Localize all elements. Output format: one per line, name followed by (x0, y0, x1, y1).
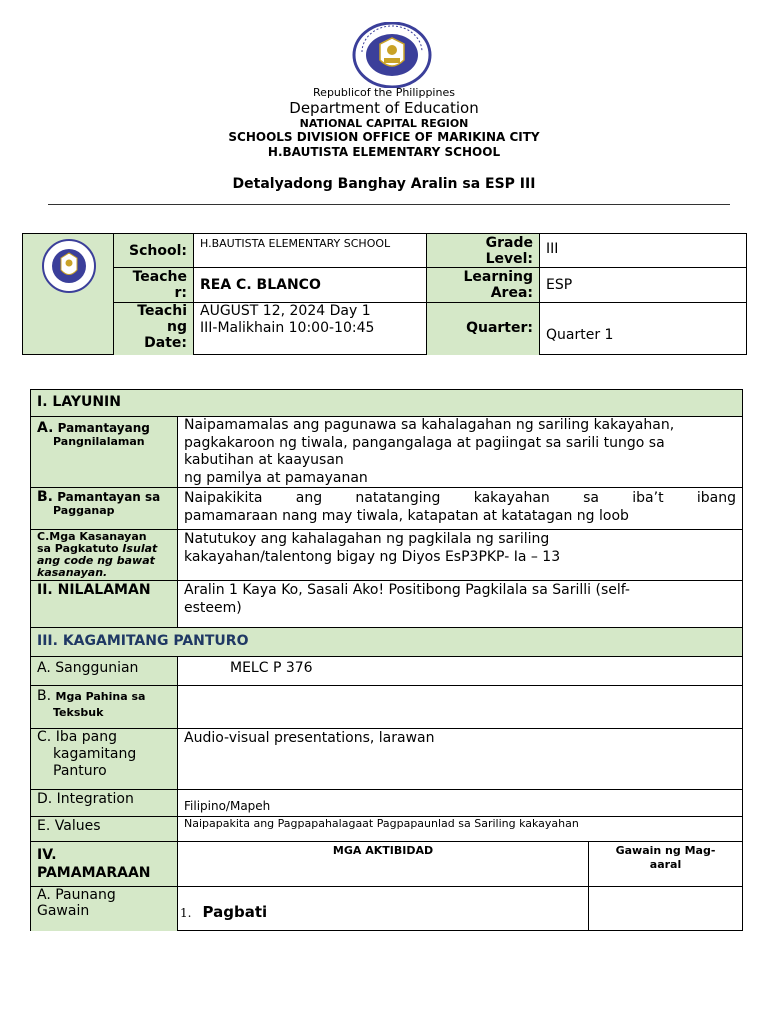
pahina-label-wrap (37, 687, 171, 706)
b-label-line2: Pagganap (53, 504, 115, 517)
date-label-line1: Teachi (137, 303, 187, 319)
document-title: Detalyadong Banghay Aralin sa ESP III (232, 176, 536, 192)
deped-seal-logo (352, 22, 432, 88)
pagbati-text: Pagbati (202, 903, 268, 921)
section-kagamitang-panturo: III. KAGAMITANG PANTURO (31, 628, 742, 657)
grade-level-label (427, 234, 540, 268)
mga-aktibidad-header: MGA AKTIBIDAD (178, 842, 589, 887)
integration-label: D. Integration (31, 790, 178, 817)
mga-pahina-value (178, 686, 742, 729)
republic-line: Republicof the Philippines (313, 86, 455, 99)
a-label-wrap (37, 421, 171, 435)
gawain-line1: Gawain ng Mag- (615, 844, 716, 857)
c-label-line1: C.Mga Kasanayan (37, 530, 147, 543)
teacher-label-line1: Teache (132, 269, 187, 285)
pamamaraan-line2: PAMAMARAAN (37, 865, 151, 881)
mga-kasanayan-text (178, 530, 742, 581)
iba-label-line2: kagamitang (53, 746, 137, 762)
a-label-line1: Pamantayang (57, 421, 150, 435)
info-table (22, 233, 747, 355)
logo-cell (23, 234, 114, 355)
b-label-line1: Pamantayan sa (57, 490, 161, 504)
school-label: School: (114, 234, 194, 268)
date-label-line3: Date: (144, 335, 187, 351)
nilalaman-text-line2: esteem) (184, 600, 242, 616)
teacher-label (114, 268, 194, 303)
b-text-line1: Naipakikita ang natatanging kakayahan sa iba’t ibang (184, 490, 736, 506)
iba-letter: C. (37, 729, 52, 745)
title-divider (48, 204, 730, 205)
integration-value: Filipino/Mapeh (178, 790, 742, 817)
teaching-date-label (114, 303, 194, 355)
paunang-line1: A. Paunang (37, 887, 116, 903)
iba-label-line3: Panturo (53, 763, 107, 779)
a-text-line1: Naipamamalas ang pagunawa sa kahalagahan ng sariling kakayahan, (184, 417, 675, 433)
iba-pang-kagamitang-label (31, 729, 178, 790)
b-label-wrap (37, 490, 171, 504)
a-text-line4: ng pamilya at pamayanan (184, 469, 368, 486)
pamantayang-pangnilalaman-label (31, 417, 178, 488)
a-text-line2: pagkakaroon ng tiwala, pangangalaga at pagiingat sa sarili tungo sa (184, 434, 665, 451)
quarter-value: Quarter 1 (546, 327, 614, 343)
learning-area-value: ESP (540, 268, 747, 303)
a-letter: A. (37, 420, 54, 436)
section-layunin: I. LAYUNIN (31, 390, 742, 417)
lesson-plan-table (30, 389, 743, 931)
division-name: SCHOOLS DIVISION OFFICE OF MARIKINA CITY (228, 130, 540, 144)
region-name: NATIONAL CAPITAL REGION (299, 117, 469, 130)
a-text-line3: kabutihan at kaayusan (184, 452, 344, 468)
values-value: Naipapakita ang Pagpapahalagaat Pagpapaunlad sa Sariling kakayahan (178, 817, 742, 842)
values-label: E. Values (31, 817, 178, 842)
iba-label-wrap (37, 729, 171, 746)
pahina-label-line2: Teksbuk (53, 706, 104, 719)
b-letter: B. (37, 489, 53, 505)
iba-pang-kagamitang-value: Audio-visual presentations, larawan (178, 729, 742, 790)
c-text-line1: Natutukoy ang kahalagahan ng pagkilala ng sariling (184, 531, 550, 547)
sanggunian-value: MELC P 376 (178, 657, 742, 686)
pagbati-number: 1. (180, 906, 192, 920)
pahina-letter: B. (37, 688, 52, 704)
teaching-date-value (194, 303, 427, 355)
grade-label-line2: Level: (485, 251, 533, 267)
section-nilalaman: II. NILALAMAN (31, 581, 178, 628)
teacher-label-line2: r: (174, 285, 187, 301)
school-name: H.BAUTISTA ELEMENTARY SCHOOL (267, 145, 501, 159)
quarter-label: Quarter: (427, 303, 540, 355)
area-label-line2: Area: (490, 285, 533, 301)
school-value: H.BAUTISTA ELEMENTARY SCHOOL (194, 234, 427, 268)
gawain-line2: aaral (649, 858, 682, 871)
paunang-line2: Gawain (37, 903, 90, 919)
pamantayang-pangnilalaman-text (178, 417, 742, 488)
learning-area-label (427, 268, 540, 303)
paunang-gawain-student (589, 887, 742, 931)
pahina-label-line1: Mga Pahina sa (55, 690, 146, 703)
mga-kasanayan-label (31, 530, 178, 581)
grade-label-line1: Grade (485, 235, 533, 251)
date-value-line1: AUGUST 12, 2024 Day 1 (200, 303, 371, 319)
sanggunian-label: A. Sanggunian (31, 657, 178, 686)
c-text-line2: kakayahan/talentong bigay ng Diyos EsP3PKP- Ia – 13 (184, 549, 561, 565)
mga-pahina-label (31, 686, 178, 729)
date-label-line2: ng (167, 319, 187, 335)
b-text-line2: pamamaraan nang may tiwala, katapatan at katatagan ng loob (184, 508, 629, 524)
date-value-line2: III-Malikhain 10:00-10:45 (200, 320, 375, 336)
c-label-line2a: sa Pagkatuto (37, 542, 123, 555)
gawain-ng-mag-aaral-header (589, 842, 742, 887)
iba-label-line1: Iba pang (55, 729, 117, 745)
nilalaman-text-line1: Aralin 1 Kaya Ko, Sasali Ako! Positibong Pagkilala sa Sarilli (self- (184, 582, 630, 598)
c-label-line3: ang code ng bawat (37, 554, 155, 567)
section-pamamaraan (31, 842, 178, 887)
deped-seal-small-logo (41, 238, 97, 294)
grade-level-value: III (540, 234, 747, 268)
c-label-line4: kasanayan. (37, 566, 108, 579)
a-label-line2: Pangnilalaman (53, 435, 145, 448)
pamantayan-sa-pagganap-label (31, 488, 178, 530)
pamamaraan-line1: IV. (37, 847, 57, 863)
teacher-value: REA C. BLANCO (194, 268, 427, 303)
nilalaman-text (178, 581, 742, 628)
pamantayan-sa-pagganap-text (178, 488, 742, 530)
paunang-gawain-label (31, 887, 178, 931)
paunang-gawain-activity (178, 887, 589, 931)
department-name: Department of Education (289, 99, 479, 117)
area-label-line1: Learning (463, 269, 533, 285)
c-label-line2b: Isulat (122, 542, 158, 555)
